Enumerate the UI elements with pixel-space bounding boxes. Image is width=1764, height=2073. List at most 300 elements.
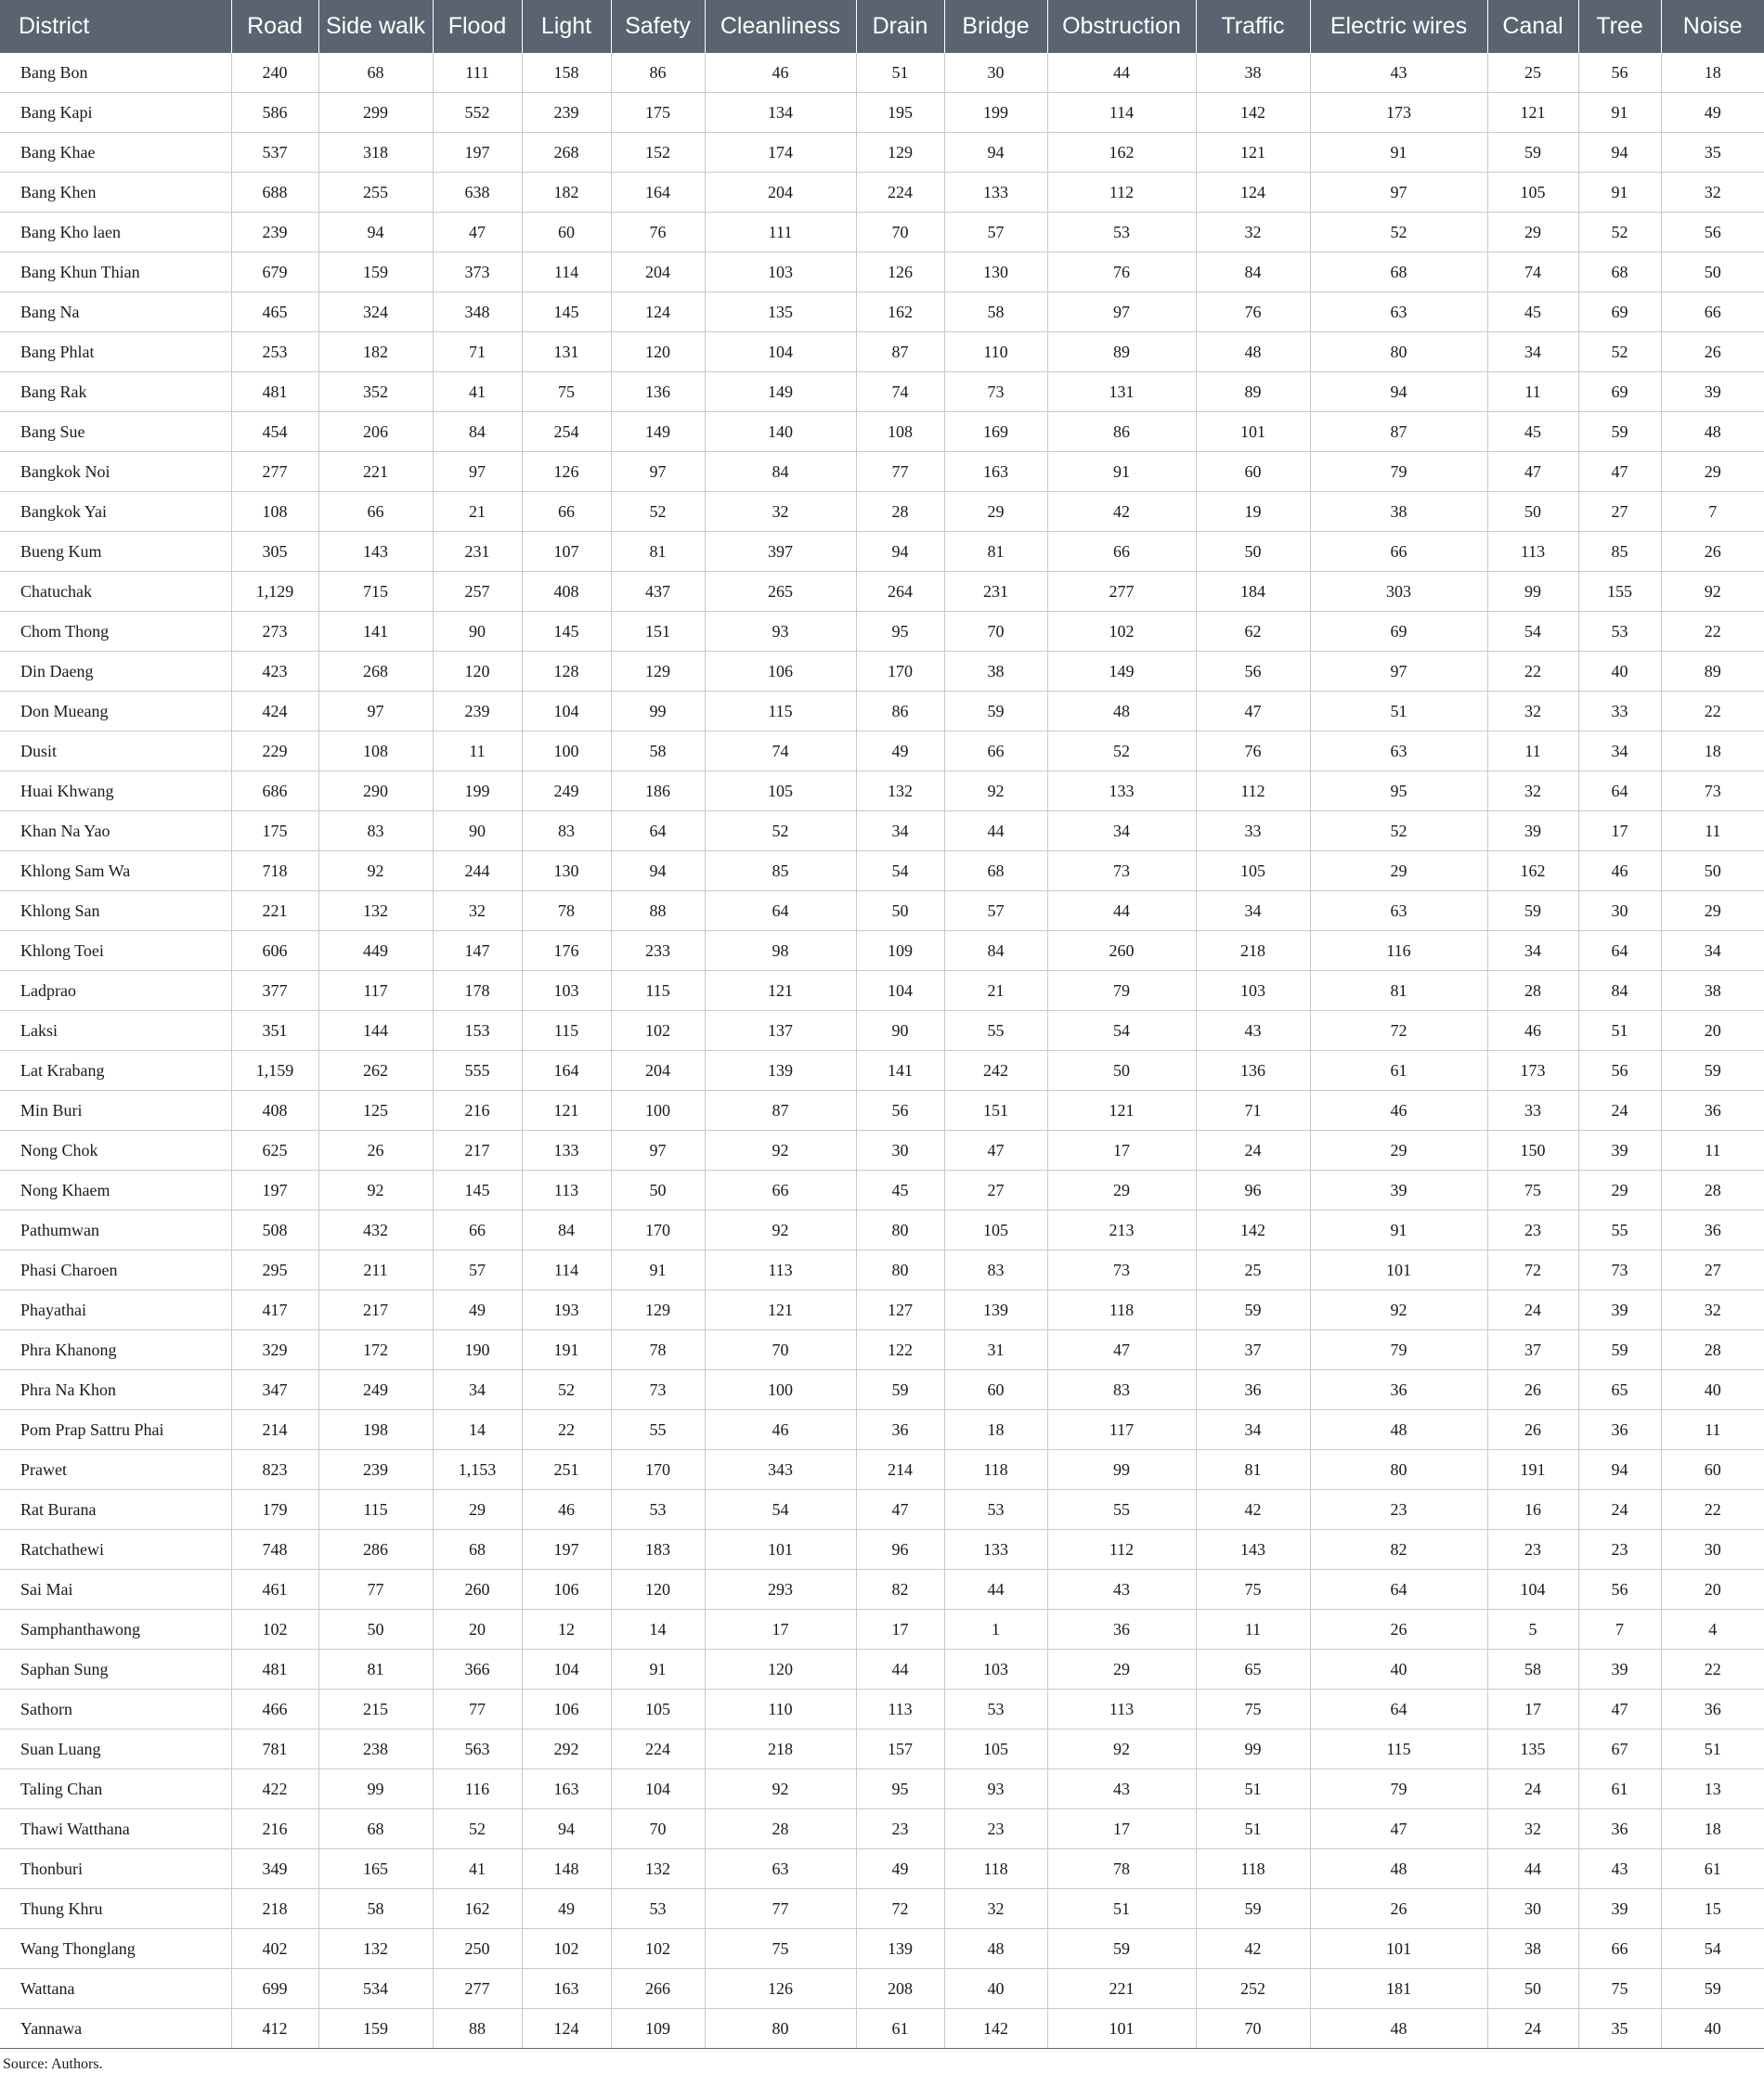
count-cell: 190 — [433, 1330, 522, 1370]
count-cell: 101 — [705, 1530, 856, 1570]
count-cell: 249 — [522, 771, 611, 811]
count-cell: 1,129 — [231, 572, 318, 612]
table-row — [0, 1730, 1764, 1769]
count-cell: 121 — [1487, 93, 1578, 133]
count-cell: 163 — [522, 1769, 611, 1809]
count-cell: 83 — [522, 811, 611, 851]
count-cell: 239 — [231, 213, 318, 253]
count-cell: 186 — [611, 771, 705, 811]
count-cell: 84 — [433, 412, 522, 452]
count-cell: 67 — [1578, 1730, 1661, 1769]
count-cell: 47 — [1047, 1330, 1196, 1370]
column-header-side-walk: Side walk — [318, 0, 433, 53]
district-cell: Don Mueang — [0, 692, 231, 732]
count-cell: 72 — [1310, 1011, 1487, 1051]
count-cell: 78 — [522, 891, 611, 931]
count-cell: 118 — [944, 1450, 1047, 1490]
count-cell: 178 — [433, 971, 522, 1011]
count-cell: 104 — [522, 692, 611, 732]
count-cell: 49 — [433, 1290, 522, 1330]
count-cell: 15 — [1661, 1889, 1764, 1929]
table-row — [0, 332, 1764, 372]
district-cell: Ratchathewi — [0, 1530, 231, 1570]
count-cell: 139 — [705, 1051, 856, 1091]
count-cell: 91 — [1310, 1211, 1487, 1250]
count-cell: 76 — [611, 213, 705, 253]
count-cell: 224 — [611, 1730, 705, 1769]
count-cell: 106 — [522, 1570, 611, 1610]
count-cell: 97 — [1310, 173, 1487, 213]
count-cell: 75 — [1196, 1570, 1310, 1610]
count-cell: 106 — [522, 1690, 611, 1730]
count-cell: 47 — [856, 1490, 944, 1530]
count-cell: 133 — [522, 1131, 611, 1171]
count-cell: 43 — [1196, 1011, 1310, 1051]
count-cell: 75 — [1487, 1171, 1578, 1211]
district-cell: Thawi Watthana — [0, 1809, 231, 1849]
count-cell: 32 — [705, 492, 856, 532]
count-cell: 39 — [1578, 1131, 1661, 1171]
count-cell: 24 — [1578, 1091, 1661, 1131]
count-cell: 111 — [433, 53, 522, 93]
count-cell: 221 — [1047, 1969, 1196, 2009]
count-cell: 38 — [1310, 492, 1487, 532]
count-cell: 38 — [1487, 1929, 1578, 1969]
count-cell: 184 — [1196, 572, 1310, 612]
district-cell: Nong Chok — [0, 1131, 231, 1171]
count-cell: 686 — [231, 771, 318, 811]
count-cell: 37 — [1487, 1330, 1578, 1370]
count-cell: 139 — [856, 1929, 944, 1969]
count-cell: 76 — [1047, 253, 1196, 292]
district-cell: Min Buri — [0, 1091, 231, 1131]
count-cell: 377 — [231, 971, 318, 1011]
count-cell: 11 — [1196, 1610, 1310, 1650]
count-cell: 36 — [1661, 1211, 1764, 1250]
column-header-flood: Flood — [433, 0, 522, 53]
count-cell: 142 — [1196, 1211, 1310, 1250]
count-cell: 11 — [1487, 732, 1578, 771]
count-cell: 718 — [231, 851, 318, 891]
count-cell: 48 — [1310, 1410, 1487, 1450]
count-cell: 77 — [318, 1570, 433, 1610]
district-cell: Sai Mai — [0, 1570, 231, 1610]
count-cell: 66 — [1578, 1929, 1661, 1969]
count-cell: 57 — [944, 891, 1047, 931]
count-cell: 318 — [318, 133, 433, 173]
count-cell: 49 — [522, 1889, 611, 1929]
count-cell: 68 — [318, 1809, 433, 1849]
count-cell: 293 — [705, 1570, 856, 1610]
count-cell: 40 — [1661, 2009, 1764, 2049]
count-cell: 52 — [1047, 732, 1196, 771]
count-cell: 124 — [522, 2009, 611, 2049]
count-cell: 63 — [705, 1849, 856, 1889]
district-cell: Phra Na Khon — [0, 1370, 231, 1410]
count-cell: 86 — [856, 692, 944, 732]
count-cell: 22 — [1487, 652, 1578, 692]
count-cell: 34 — [1661, 931, 1764, 971]
count-cell: 29 — [1310, 851, 1487, 891]
count-cell: 105 — [705, 771, 856, 811]
count-cell: 109 — [611, 2009, 705, 2049]
count-cell: 52 — [1310, 811, 1487, 851]
count-cell: 39 — [1310, 1171, 1487, 1211]
count-cell: 33 — [1578, 692, 1661, 732]
count-cell: 103 — [1196, 971, 1310, 1011]
count-cell: 169 — [944, 412, 1047, 452]
count-cell: 273 — [231, 612, 318, 652]
count-cell: 29 — [1047, 1650, 1196, 1690]
table-row — [0, 851, 1764, 891]
count-cell: 20 — [433, 1610, 522, 1650]
count-cell: 32 — [1487, 771, 1578, 811]
count-cell: 76 — [1196, 292, 1310, 332]
count-cell: 586 — [231, 93, 318, 133]
district-cell: Samphanthawong — [0, 1610, 231, 1650]
count-cell: 51 — [1578, 1011, 1661, 1051]
count-cell: 11 — [1661, 1131, 1764, 1171]
table-row — [0, 133, 1764, 173]
count-cell: 80 — [1310, 1450, 1487, 1490]
count-cell: 50 — [318, 1610, 433, 1650]
table-row — [0, 292, 1764, 332]
table-row — [0, 93, 1764, 133]
count-cell: 65 — [1578, 1370, 1661, 1410]
count-cell: 79 — [1310, 1330, 1487, 1370]
count-cell: 115 — [611, 971, 705, 1011]
table-row — [0, 1650, 1764, 1690]
count-cell: 52 — [705, 811, 856, 851]
count-cell: 231 — [944, 572, 1047, 612]
count-cell: 113 — [856, 1690, 944, 1730]
count-cell: 268 — [318, 652, 433, 692]
count-cell: 113 — [1047, 1690, 1196, 1730]
count-cell: 239 — [318, 1450, 433, 1490]
count-cell: 366 — [433, 1650, 522, 1690]
count-cell: 149 — [611, 412, 705, 452]
count-cell: 71 — [1196, 1091, 1310, 1131]
table-row — [0, 532, 1764, 572]
count-cell: 45 — [856, 1171, 944, 1211]
count-cell: 92 — [318, 1171, 433, 1211]
count-cell: 91 — [1578, 173, 1661, 213]
count-cell: 56 — [1196, 652, 1310, 692]
count-cell: 101 — [1310, 1250, 1487, 1290]
count-cell: 66 — [944, 732, 1047, 771]
count-cell: 39 — [1578, 1290, 1661, 1330]
count-cell: 22 — [522, 1410, 611, 1450]
count-cell: 52 — [611, 492, 705, 532]
count-cell: 20 — [1661, 1011, 1764, 1051]
count-cell: 32 — [1487, 1809, 1578, 1849]
count-cell: 24 — [1487, 1769, 1578, 1809]
count-cell: 26 — [1310, 1610, 1487, 1650]
column-header-district: District — [0, 0, 231, 53]
count-cell: 113 — [522, 1171, 611, 1211]
count-cell: 54 — [1487, 612, 1578, 652]
count-cell: 1 — [944, 1610, 1047, 1650]
count-cell: 51 — [1196, 1809, 1310, 1849]
count-cell: 63 — [1310, 732, 1487, 771]
count-cell: 58 — [318, 1889, 433, 1929]
count-cell: 432 — [318, 1211, 433, 1250]
count-cell: 91 — [1310, 133, 1487, 173]
count-cell: 70 — [856, 213, 944, 253]
count-cell: 122 — [856, 1330, 944, 1370]
count-cell: 170 — [611, 1450, 705, 1490]
column-header-light: Light — [522, 0, 611, 53]
count-cell: 59 — [1661, 1969, 1764, 2009]
count-cell: 36 — [1578, 1809, 1661, 1849]
count-cell: 113 — [705, 1250, 856, 1290]
count-cell: 64 — [1310, 1570, 1487, 1610]
count-cell: 211 — [318, 1250, 433, 1290]
count-cell: 105 — [944, 1211, 1047, 1250]
count-cell: 27 — [944, 1171, 1047, 1211]
count-cell: 92 — [705, 1769, 856, 1809]
column-header-drain: Drain — [856, 0, 944, 53]
table-row — [0, 1290, 1764, 1330]
count-cell: 55 — [944, 1011, 1047, 1051]
district-cell: Bang Phlat — [0, 332, 231, 372]
count-cell: 17 — [856, 1610, 944, 1650]
count-cell: 86 — [1047, 412, 1196, 452]
count-cell: 50 — [1047, 1051, 1196, 1091]
count-cell: 118 — [1196, 1849, 1310, 1889]
count-cell: 29 — [1661, 452, 1764, 492]
count-cell: 34 — [1047, 811, 1196, 851]
count-cell: 28 — [1661, 1171, 1764, 1211]
district-cell: Nong Khaem — [0, 1171, 231, 1211]
count-cell: 193 — [522, 1290, 611, 1330]
count-cell: 348 — [433, 292, 522, 332]
source-note: Source: Authors. — [3, 2056, 103, 2072]
count-cell: 231 — [433, 532, 522, 572]
count-cell: 94 — [611, 851, 705, 891]
count-cell: 91 — [1047, 452, 1196, 492]
count-cell: 95 — [1310, 771, 1487, 811]
count-cell: 95 — [856, 1769, 944, 1809]
table-row — [0, 1690, 1764, 1730]
count-cell: 30 — [856, 1131, 944, 1171]
count-cell: 52 — [433, 1809, 522, 1849]
count-cell: 11 — [1661, 1410, 1764, 1450]
table-row — [0, 732, 1764, 771]
count-cell: 40 — [944, 1969, 1047, 2009]
count-cell: 343 — [705, 1450, 856, 1490]
count-cell: 277 — [433, 1969, 522, 2009]
table-row — [0, 1450, 1764, 1490]
count-cell: 80 — [1310, 332, 1487, 372]
count-cell: 105 — [1487, 173, 1578, 213]
count-cell: 92 — [944, 771, 1047, 811]
count-cell: 18 — [1661, 732, 1764, 771]
count-cell: 34 — [1196, 1410, 1310, 1450]
count-cell: 277 — [1047, 572, 1196, 612]
table-row — [0, 1171, 1764, 1211]
count-cell: 63 — [1310, 891, 1487, 931]
count-cell: 352 — [318, 372, 433, 412]
count-cell: 52 — [522, 1370, 611, 1410]
count-cell: 182 — [522, 173, 611, 213]
count-cell: 36 — [1661, 1091, 1764, 1131]
table-body — [0, 53, 1764, 2049]
count-cell: 131 — [1047, 372, 1196, 412]
count-cell: 250 — [433, 1929, 522, 1969]
count-cell: 70 — [944, 612, 1047, 652]
count-cell: 688 — [231, 173, 318, 213]
count-cell: 197 — [231, 1171, 318, 1211]
count-cell: 53 — [611, 1490, 705, 1530]
count-cell: 7 — [1661, 492, 1764, 532]
count-cell: 28 — [1661, 1330, 1764, 1370]
count-cell: 324 — [318, 292, 433, 332]
count-cell: 537 — [231, 133, 318, 173]
district-cell: Taling Chan — [0, 1769, 231, 1809]
count-cell: 290 — [318, 771, 433, 811]
count-cell: 151 — [944, 1091, 1047, 1131]
count-cell: 51 — [1196, 1769, 1310, 1809]
count-cell: 153 — [433, 1011, 522, 1051]
count-cell: 1,159 — [231, 1051, 318, 1091]
count-cell: 42 — [1196, 1929, 1310, 1969]
count-cell: 176 — [522, 931, 611, 971]
count-cell: 49 — [856, 732, 944, 771]
count-cell: 217 — [433, 1131, 522, 1171]
count-cell: 66 — [705, 1171, 856, 1211]
district-cell: Din Daeng — [0, 652, 231, 692]
count-cell: 110 — [705, 1690, 856, 1730]
count-cell: 81 — [1310, 971, 1487, 1011]
count-cell: 48 — [1196, 332, 1310, 372]
count-cell: 286 — [318, 1530, 433, 1570]
count-cell: 121 — [1196, 133, 1310, 173]
count-cell: 102 — [611, 1929, 705, 1969]
count-cell: 145 — [522, 612, 611, 652]
count-cell: 77 — [705, 1889, 856, 1929]
count-cell: 69 — [1578, 292, 1661, 332]
count-cell: 77 — [433, 1690, 522, 1730]
count-cell: 92 — [705, 1211, 856, 1250]
count-cell: 53 — [1578, 612, 1661, 652]
count-cell: 164 — [611, 173, 705, 213]
count-cell: 32 — [1661, 173, 1764, 213]
count-cell: 58 — [944, 292, 1047, 332]
district-cell: Wang Thonglang — [0, 1929, 231, 1969]
count-cell: 51 — [856, 53, 944, 93]
count-cell: 481 — [231, 1650, 318, 1690]
district-cell: Bang Bon — [0, 53, 231, 93]
count-cell: 31 — [944, 1330, 1047, 1370]
count-cell: 41 — [433, 372, 522, 412]
count-cell: 48 — [1310, 1849, 1487, 1889]
count-cell: 155 — [1578, 572, 1661, 612]
count-cell: 32 — [1196, 213, 1310, 253]
count-cell: 59 — [1196, 1290, 1310, 1330]
count-cell: 34 — [1487, 332, 1578, 372]
count-cell: 408 — [231, 1091, 318, 1131]
count-cell: 101 — [1047, 2009, 1196, 2049]
count-cell: 59 — [944, 692, 1047, 732]
count-cell: 172 — [318, 1330, 433, 1370]
column-header-cleanliness: Cleanliness — [705, 0, 856, 53]
count-cell: 118 — [944, 1849, 1047, 1889]
column-header-traffic: Traffic — [1196, 0, 1310, 53]
count-cell: 48 — [1661, 412, 1764, 452]
count-cell: 111 — [705, 213, 856, 253]
count-cell: 465 — [231, 292, 318, 332]
count-cell: 126 — [522, 452, 611, 492]
count-cell: 59 — [856, 1370, 944, 1410]
table-row — [0, 971, 1764, 1011]
count-cell: 102 — [611, 1011, 705, 1051]
count-cell: 36 — [1661, 1690, 1764, 1730]
count-cell: 115 — [705, 692, 856, 732]
count-cell: 42 — [1196, 1490, 1310, 1530]
count-cell: 191 — [522, 1330, 611, 1370]
count-cell: 29 — [1047, 1171, 1196, 1211]
count-cell: 54 — [1047, 1011, 1196, 1051]
count-cell: 17 — [1047, 1809, 1196, 1849]
count-cell: 21 — [944, 971, 1047, 1011]
count-cell: 303 — [1310, 572, 1487, 612]
count-cell: 103 — [944, 1650, 1047, 1690]
district-cell: Wattana — [0, 1969, 231, 2009]
district-cell: Chatuchak — [0, 572, 231, 612]
count-cell: 134 — [705, 93, 856, 133]
count-cell: 204 — [611, 253, 705, 292]
count-cell: 59 — [1487, 891, 1578, 931]
district-cell: Bang Na — [0, 292, 231, 332]
table-row — [0, 652, 1764, 692]
count-cell: 397 — [705, 532, 856, 572]
table-row — [0, 1769, 1764, 1809]
district-cell: Huai Khwang — [0, 771, 231, 811]
count-cell: 162 — [1487, 851, 1578, 891]
column-header-noise: Noise — [1661, 0, 1764, 53]
count-cell: 29 — [1310, 1131, 1487, 1171]
count-cell: 129 — [611, 1290, 705, 1330]
count-cell: 150 — [1487, 1131, 1578, 1171]
count-cell: 461 — [231, 1570, 318, 1610]
count-cell: 132 — [318, 891, 433, 931]
count-cell: 25 — [1487, 53, 1578, 93]
count-cell: 142 — [1196, 93, 1310, 133]
count-cell: 79 — [1310, 1769, 1487, 1809]
count-cell: 58 — [1487, 1650, 1578, 1690]
count-cell: 449 — [318, 931, 433, 971]
count-cell: 133 — [1047, 771, 1196, 811]
count-cell: 12 — [522, 1610, 611, 1650]
count-cell: 43 — [1047, 1570, 1196, 1610]
count-cell: 162 — [856, 292, 944, 332]
count-cell: 218 — [1196, 931, 1310, 971]
count-cell: 249 — [318, 1370, 433, 1410]
count-cell: 16 — [1487, 1490, 1578, 1530]
count-cell: 89 — [1047, 332, 1196, 372]
count-cell: 115 — [1310, 1730, 1487, 1769]
count-cell: 252 — [1196, 1969, 1310, 2009]
count-cell: 97 — [318, 692, 433, 732]
count-cell: 121 — [705, 971, 856, 1011]
table-row — [0, 372, 1764, 412]
count-cell: 34 — [433, 1370, 522, 1410]
count-cell: 103 — [705, 253, 856, 292]
count-cell: 73 — [1047, 1250, 1196, 1290]
count-cell: 22 — [1661, 1490, 1764, 1530]
count-cell: 29 — [1487, 213, 1578, 253]
